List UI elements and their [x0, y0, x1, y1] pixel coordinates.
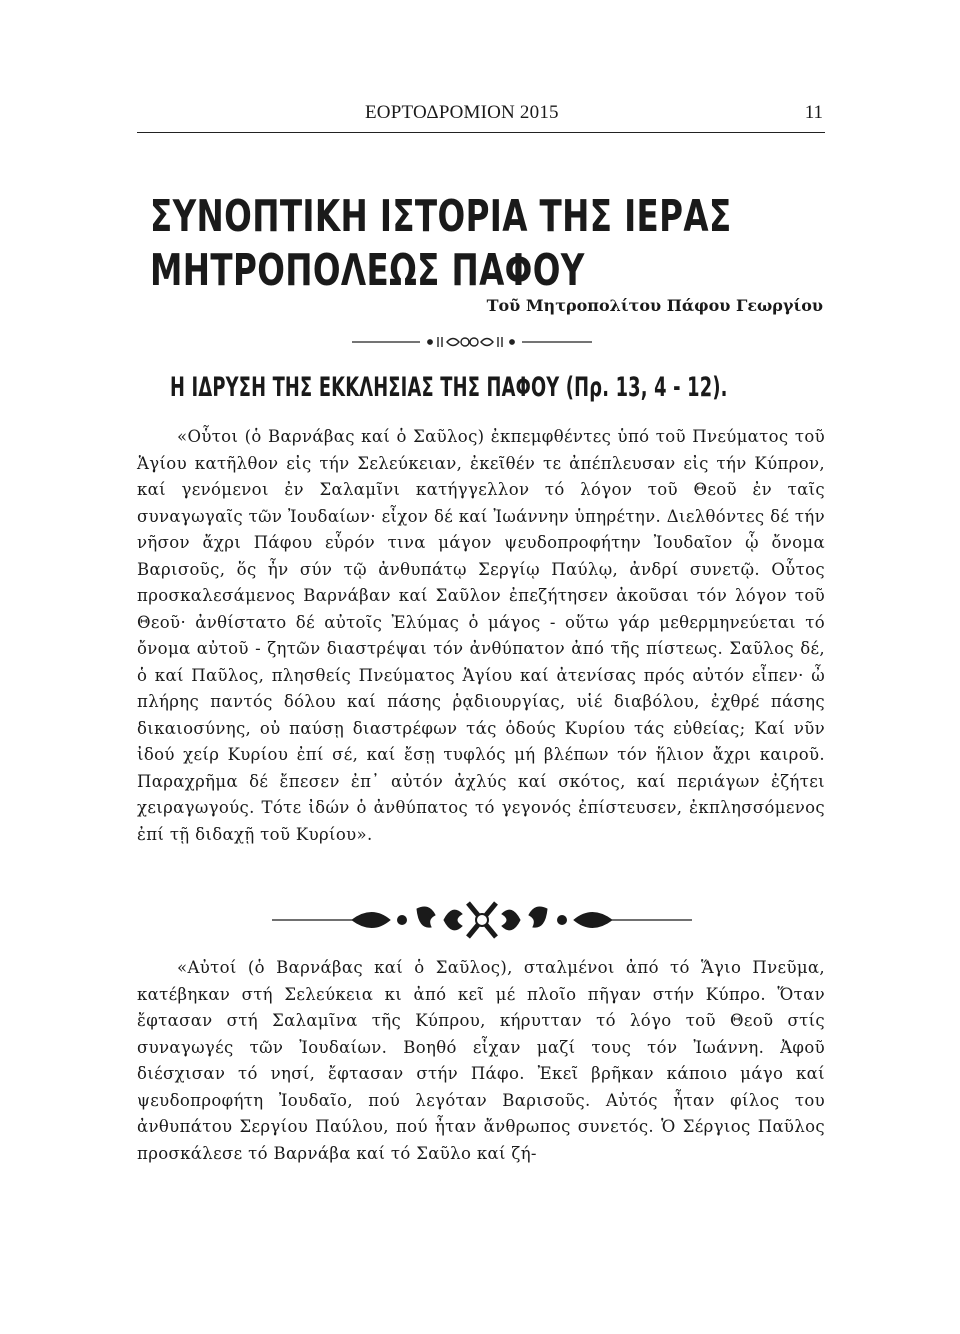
large-ornament-divider-icon [272, 895, 692, 945]
article-title-line-2: ΜΗΤΡΟΠΟΛΕΩΣ ΠΑΦΟΥ [150, 245, 585, 296]
running-title: ΕΟΡΤΟΔΡΟΜΙΟΝ 2015 [365, 102, 559, 123]
running-header [137, 100, 825, 133]
paragraph-modern-translation [137, 955, 825, 1167]
paragraph-ancient-text [137, 424, 825, 848]
author-byline: Τοῦ Μητροπολίτου Πάφου Γεωργίου [486, 296, 823, 315]
article-title-line-1: ΣΥΝΟΠΤΙΚΗ ΙΣΤΟΡΙΑ ΤΗΣ ΙΕΡΑΣ [150, 191, 732, 242]
small-ornament-divider-icon [352, 333, 592, 351]
paragraph-modern-translation-body: «Αὐτοί (ὁ Βαρνάβας καί ὁ Σαῦλος), σταλμένοι ἀπό τό Ἅγιο Πνεῦμα, κατέβηκαν στή Σελεύκεια κι ἀπό κεῖ μέ πλοῖο πῆγαν στήν Κύπρο. Ὅταν ἔφτασαν στή Σαλαμῖνα τῆς Κύπρου, κήρυτταν τό λόγο τοῦ Θεοῦ στίς συναγωγές τῶν Ἰουδαίων. Βοηθό εἶχαν μαζί τους τόν Ἰωάννη. Ἀφοῦ διέσχισαν τό νησί, ἔφτασαν στήν Πάφο. Ἐκεῖ βρῆκαν κάποιο μάγο καί ψευδοπροφήτη Ἰουδαῖο, πού λεγόταν Βαρισοῦς. Αὐτός ἦταν φίλος του ἀνθυπάτου Σεργίου Παύλου, πού ἦταν ἄνθρωπος συνετός. Ὁ Σέργιος Παῦλος προσκάλεσε τό Βαρνάβα καί τό Σαῦλο καί ζή- [137, 958, 825, 1163]
page-number: 11 [804, 102, 823, 123]
paragraph-ancient-text-body: «Οὗτοι (ὁ Βαρνάβας καί ὁ Σαῦλος) ἐκπεμφθέντες ὑπό τοῦ Πνεύματος τοῦ Ἁγίου κατῆλθον εἰς τήν Σελεύκειαν, ἐκεῖθέν τε ἀπέπλευσαν εἰς τήν Κύπρον, καί γενόμενοι ἐν Σαλαμῖνι κατήγγελλον τό λόγον τοῦ Θεοῦ ἐν ταῖς συναγωγαῖς τῶν Ἰουδαίων· εἶχον δέ καί Ἰωάννην ὑπηρέτην. Διελθόντες δέ τήν νῆσον ἄχρι Πάφου εὗρόν τινα μάγον ψευδοπροφήτην Ἰουδαῖον ᾧ ὄνομα Βαρισοῦς, ὅς ἦν σύν τῷ ἀνθυπάτῳ Σεργίῳ Παύλῳ, ἀνδρί συνετῷ. Οὗτος προσκαλεσάμενος Βαρνάβαν καί Σαῦλον ἐπεζήτησεν ἀκοῦσαι τόν λόγον τοῦ Θεοῦ· ἀνθίστατο δέ αὐτοῖς Ἐλύμας ὁ μάγος - οὕτω γάρ μεθερμηνεύεται τό ὄνομα αὐτοῦ - ζητῶν διαστρέψαι τόν ἀνθύπατον ἀπό τῆς πίστεως. Σαῦλος δέ, ὁ καί Παῦλος, πλησθείς Πνεύματος Ἁγίου καί ἀτενίσας πρός αὐτόν εἶπεν· ὦ πλήρης παντός δόλου καί πάσης ῥᾳδιουργίας, υἱέ διαβόλου, ἐχθρέ πάσης δικαιοσύνης, οὐ παύσῃ διαστρέφων τάς ὁδούς Κυρίου τάς εὐθείας; Καί νῦν ἰδού χείρ Κυρίου ἐπί σέ, καί ἔσῃ τυφλός μή βλέπων τόν ἥλιον ἄχρι καιροῦ. Παραχρῆμα δέ ἔπεσεν ἐπ᾽ αὐτόν ἀχλύς καί σκότος, καί περιάγων ἐζήτει χειραγωγούς. Τότε ἰδών ὁ ἀνθύπατος τό γεγονός ἐπίστευσεν, ἐκπλησσόμενος ἐπί τῇ διδαχῇ τοῦ Κυρίου». [137, 427, 825, 844]
article-title [150, 190, 732, 298]
section-heading: Η ΙΔΡΥΣΗ ΤΗΣ ΕΚΚΛΗΣΙΑΣ ΤΗΣ ΠΑΦΟΥ (Πρ. 13, 4 - 12). [170, 372, 728, 403]
